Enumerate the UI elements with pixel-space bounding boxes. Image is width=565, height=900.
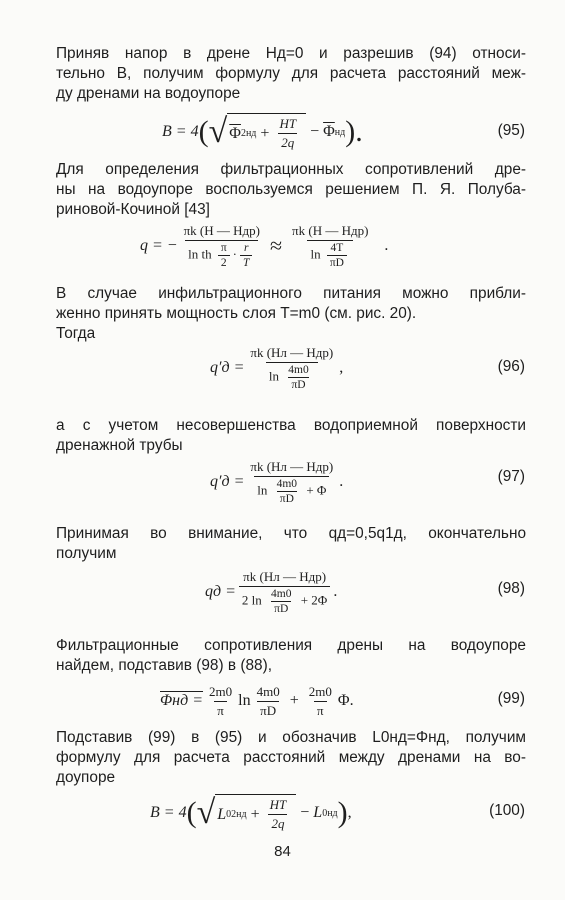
- numerator: πk (Hл — Hдр): [250, 345, 334, 360]
- denominator: [254, 476, 329, 505]
- text-line: Приняв напор в дрене Hд=0 и разрешив (94) относи-: [56, 45, 526, 62]
- paren-open: (: [186, 796, 197, 829]
- equation-number: (97): [497, 468, 525, 485]
- text-line: доупоре: [56, 769, 116, 786]
- denominator-tail: + 2Φ: [300, 592, 328, 608]
- equation-99: [0, 678, 565, 724]
- ln: 2 ln: [241, 592, 262, 608]
- equation-96: [0, 340, 565, 396]
- equation-95: B = 4 ( √ Φ 2 нд + $\frac{HT}{2q}$ − $\overline{\Phi}$ нд ). (95): [162, 113, 525, 150]
- paren-close: ).: [345, 115, 363, 148]
- equation-number: (95): [497, 122, 525, 139]
- numerator: π: [220, 242, 227, 254]
- phi-term: Φ: [229, 124, 241, 142]
- text-line: ду дренами на водоупоре: [56, 85, 241, 102]
- text-line: риновой-Кочиной [43]: [56, 201, 210, 218]
- text-line: Фильтрационные сопротивления дрены на водоупоре: [56, 637, 526, 654]
- denominator: πD: [327, 255, 347, 269]
- text-line: Принимая во внимание, что qд=0,5q1д, окончательно: [56, 525, 526, 542]
- denominator: 2q: [268, 814, 287, 832]
- fraction: [289, 223, 371, 269]
- numerator: r: [243, 242, 249, 254]
- fraction: [181, 223, 263, 269]
- eq-lhs: B = 4: [150, 804, 187, 821]
- numerator: πk (Hл — Hдр): [250, 459, 334, 474]
- fraction: [267, 797, 290, 832]
- eq-lhs: q′д =: [210, 473, 245, 490]
- text-line: формулу для расчета расстояний между дренами на во-: [56, 749, 526, 766]
- fraction: [254, 684, 283, 719]
- numerator: 4T: [330, 242, 344, 254]
- numerator: HT: [269, 797, 287, 812]
- denominator: ln th $\frac{\pi}{2}$ · $\frac{r}{T}$: [185, 240, 258, 269]
- eq-lhs: Φнд =: [160, 692, 204, 709]
- denominator: [239, 586, 330, 615]
- numerator: 4m0: [271, 588, 292, 600]
- superscript: 2: [240, 128, 246, 139]
- text-line: тельно B, получим формулу для расчета расстояний меж-: [56, 65, 526, 82]
- approx-sign: ≈: [269, 233, 283, 258]
- paragraph-7: [56, 728, 526, 788]
- text-line: а с учетом несовершенства водоприемной поверхности: [56, 417, 526, 434]
- equation-98: [0, 562, 565, 622]
- period: .: [339, 473, 344, 490]
- phi-term: $\overline{\Phi}$: [323, 123, 335, 140]
- denominator: [307, 240, 353, 269]
- paren-close: ): [337, 796, 348, 829]
- sqrt-expression: √ L 02 нд + $\frac{HT}{2q}$: [197, 794, 297, 832]
- denominator-tail: + Φ: [306, 482, 327, 498]
- period: .: [333, 583, 338, 600]
- numerator: πk (H — Hдр): [183, 223, 260, 238]
- fraction: [239, 569, 330, 615]
- paragraph-6: [56, 636, 526, 676]
- radical-sign: √: [196, 794, 216, 831]
- denominator: πD: [288, 377, 308, 391]
- eq-lhs: q = −: [140, 237, 178, 254]
- numerator: 2m0: [209, 683, 233, 699]
- page-number: 84: [274, 843, 291, 860]
- L-term: L: [217, 805, 227, 823]
- superscript: 0: [322, 807, 328, 819]
- superscript: 02: [226, 809, 237, 820]
- equation-100: B = 4 ( √ L 02 нд + $\frac{HT}{2q}$ − L 0 нд ) , (100): [150, 794, 525, 831]
- paragraph-3: [56, 284, 526, 344]
- subscript: нд: [236, 809, 247, 820]
- numerator: 4m0: [288, 364, 309, 376]
- text-line: получим: [56, 545, 117, 562]
- denominator: π: [314, 701, 327, 719]
- ln: ln: [310, 246, 321, 262]
- ln: ln: [257, 482, 268, 498]
- paren-open: (: [198, 115, 209, 148]
- equation-q: [0, 218, 565, 274]
- text-line: Подставив (99) в (95) и обозначив L0нд=Φнд, получим: [56, 729, 526, 746]
- text-line: женно принять мощность слоя T=m0 (см. рис. 20).: [56, 305, 417, 322]
- equation-number: (99): [497, 690, 525, 707]
- fraction: [247, 345, 336, 391]
- text-line: В случае инфильтрационного питания можно прибли-: [56, 285, 526, 302]
- text-line: Тогда: [56, 325, 96, 342]
- ln: ln: [238, 692, 251, 709]
- comma: ,: [347, 804, 352, 821]
- plus-sign: +: [289, 692, 299, 709]
- numerator: πk (Hл — Hдр): [243, 569, 327, 584]
- denominator: 2: [218, 255, 230, 269]
- ln-th: ln th: [188, 246, 212, 262]
- fraction: [247, 459, 336, 505]
- text-line: найдем, подставив (98) в (88),: [56, 657, 272, 674]
- subscript: нд: [327, 807, 338, 819]
- text-line: Для определения фильтрационных сопротивлений дре-: [56, 161, 526, 178]
- denominator: πD: [271, 601, 291, 615]
- equation-number: (98): [497, 580, 525, 597]
- text-line: ны на водоупоре воспользуемся решением П. Я. Полуба-: [56, 181, 526, 198]
- numerator: 4m0: [276, 478, 298, 490]
- fraction: [276, 116, 299, 151]
- numerator: πk (H — Hдр): [292, 223, 369, 238]
- numerator: HT: [279, 116, 297, 131]
- numerator: 4m0: [256, 683, 280, 699]
- paragraph-5: [56, 524, 526, 564]
- text-line: дренажной трубы: [56, 437, 183, 454]
- denominator: πD: [257, 701, 279, 719]
- period: .: [384, 237, 389, 254]
- paragraph-2: [56, 160, 526, 220]
- paragraph-4: [56, 416, 526, 456]
- comma: ,: [339, 359, 344, 376]
- eq-lhs: qд =: [205, 583, 236, 600]
- equation-97: [0, 454, 565, 510]
- fraction: [206, 684, 235, 719]
- numerator: 2m0: [308, 683, 332, 699]
- equation-number: (100): [489, 802, 525, 819]
- eq-lhs: B = 4: [162, 123, 199, 140]
- equation-number: (96): [497, 358, 525, 375]
- fraction: [306, 684, 335, 719]
- denominator: π: [214, 701, 227, 719]
- ln: ln: [268, 368, 280, 384]
- denominator: T: [240, 255, 252, 269]
- eq-lhs: q′д =: [210, 359, 245, 376]
- L-term: L: [313, 804, 323, 821]
- denominator: πD: [277, 491, 297, 505]
- denominator: 2q: [278, 133, 297, 151]
- sqrt-expression: √ Φ 2 нд + $\frac{HT}{2q}$: [209, 113, 306, 151]
- paragraph-1: [56, 44, 526, 104]
- phi-tail: Φ.: [337, 692, 354, 709]
- subscript: нд: [245, 128, 257, 139]
- denominator: [266, 362, 318, 391]
- subscript: нд: [334, 126, 346, 138]
- radical-sign: √: [208, 113, 228, 150]
